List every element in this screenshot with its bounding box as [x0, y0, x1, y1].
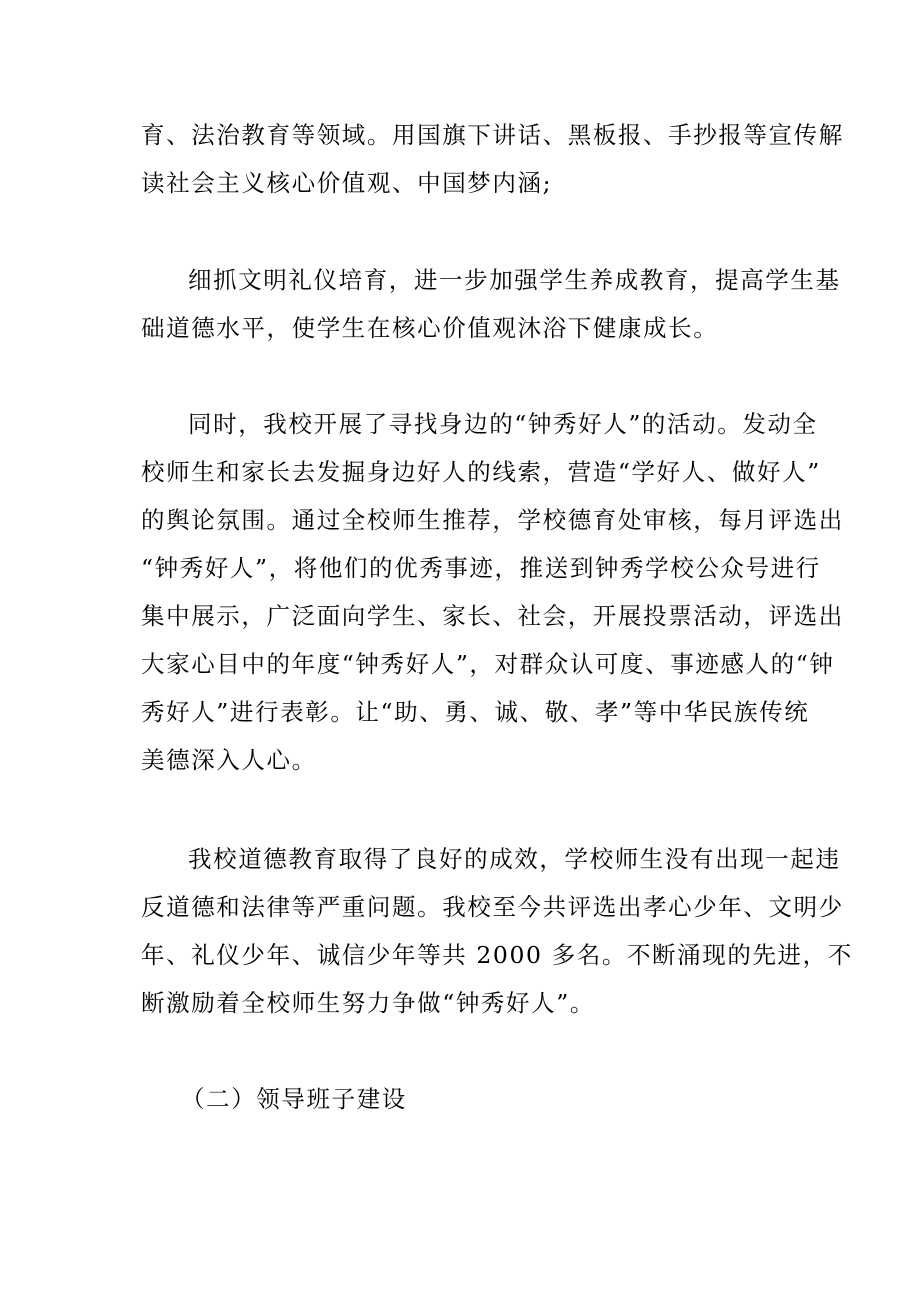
paragraph-2	[141, 256, 841, 352]
paragraph-3	[141, 400, 844, 784]
paragraph-line: 同时，我校开展了寻找身边的“钟秀好人”的活动。发动全	[188, 410, 818, 438]
paragraph-line: 集中展示，广泛面向学生、家长、社会，开展投票活动，评选出	[141, 602, 844, 630]
paragraph-line: 断激励着全校师生努力争做“钟秀好人”。	[141, 989, 595, 1017]
paragraph-line: 细抓文明礼仪培育，进一步加强学生养成教育，提高学生基	[188, 266, 841, 294]
paragraph-line: 美德深入人心。	[141, 746, 317, 774]
section-heading	[141, 1075, 781, 1123]
paragraph-line: “钟秀好人”，将他们的优秀事迹，推送到钟秀学校公众号进行	[141, 554, 821, 582]
paragraph-4	[141, 835, 853, 1027]
paragraph-1	[141, 111, 844, 207]
paragraph-line: 大家心目中的年度“钟秀好人”，对群众认可度、事迹感人的“钟	[141, 650, 835, 678]
paragraph-line: 育、法治教育等领域。用国旗下讲话、黑板报、手抄报等宣传解	[141, 121, 844, 149]
paragraph-line: 础道德水平，使学生在核心价值观沐浴下健康成长。	[141, 314, 719, 342]
paragraph-line: 年、礼仪少年、诚信少年等共 2000 多名。不断涌现的先进，不	[141, 941, 853, 969]
section-heading-text: （二）领导班子建设	[181, 1085, 407, 1113]
paragraph-line: 反道德和法律等严重问题。我校至今共评选出孝心少年、文明少	[141, 893, 844, 921]
paragraph-line: 校师生和家长去发掘身边好人的线索，营造“学好人、做好人”	[141, 458, 821, 486]
paragraph-line: 我校道德教育取得了良好的成效，学校师生没有出现一起违	[188, 845, 841, 873]
paragraph-line: 秀好人”进行表彰。让“助、勇、诚、敬、孝”等中华民族传统	[141, 698, 810, 726]
paragraph-line: 的舆论氛围。通过全校师生推荐，学校德育处审核，每月评选出	[141, 506, 844, 534]
paragraph-line: 读社会主义核心价值观、中国梦内涵;	[141, 169, 553, 197]
